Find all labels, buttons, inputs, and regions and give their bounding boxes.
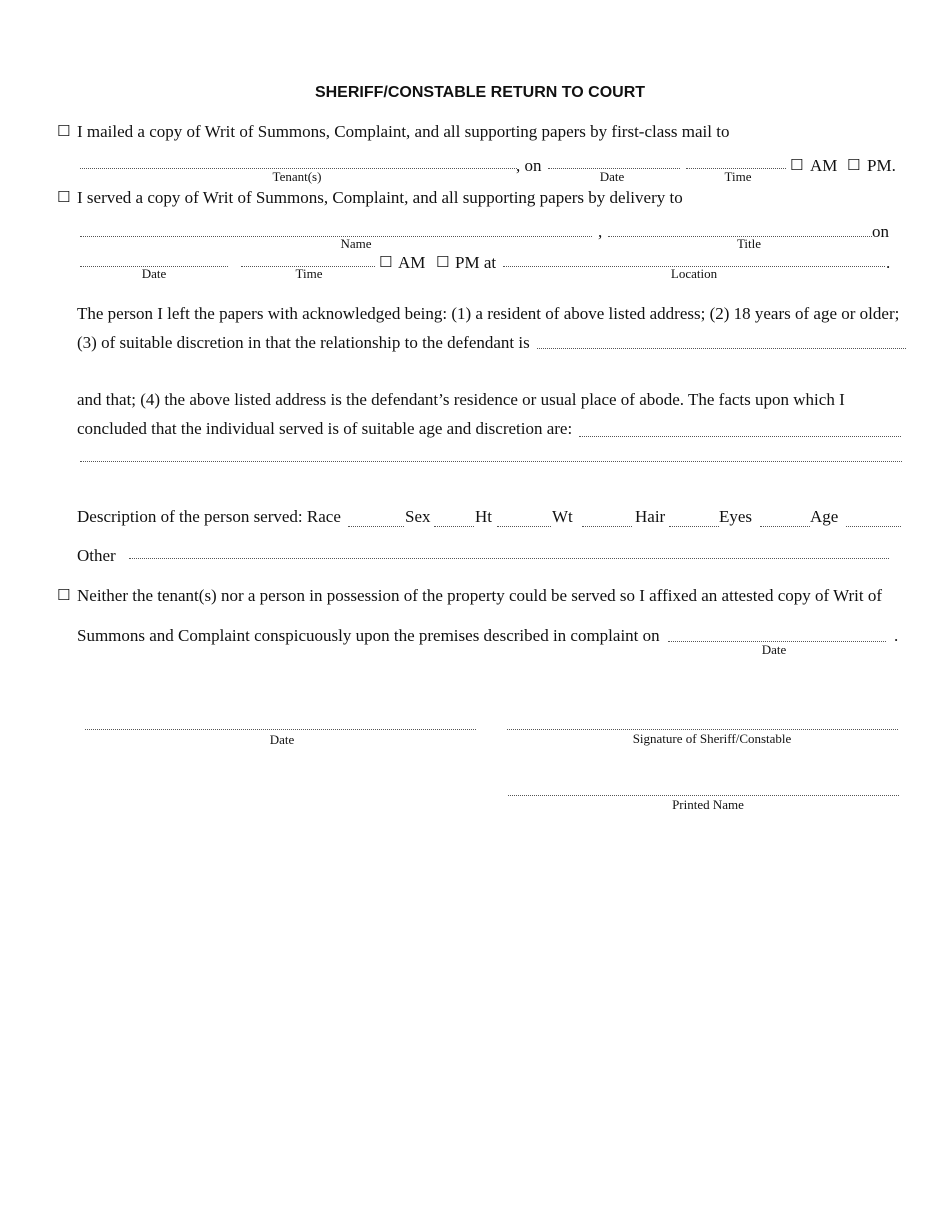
ht-field[interactable] (497, 526, 551, 527)
acknowledged-line-2: (3) of suitable discretion in that the relationship to the defendant is (77, 333, 530, 352)
form-title: SHERIFF/CONSTABLE RETURN TO COURT (314, 84, 646, 101)
mailed-on-text: , on (516, 156, 542, 175)
mailed-am-checkbox[interactable]: ☐ (790, 156, 804, 174)
facts-field-2[interactable] (80, 461, 902, 462)
tenant-label: Tenant(s) (272, 169, 322, 184)
hair-field[interactable] (669, 526, 719, 527)
served-am-checkbox[interactable]: ☐ (379, 253, 393, 271)
served-name-label: Name (340, 236, 372, 251)
printed-name-label: Printed Name (672, 797, 744, 812)
eyes-label: Eyes (719, 507, 753, 526)
served-checkbox[interactable]: ☐ (57, 188, 71, 206)
served-time-label: Time (295, 266, 323, 281)
age-label: Age (810, 507, 839, 526)
served-statement: I served a copy of Writ of Summons, Complaint, and all supporting papers by delivery to (77, 188, 683, 207)
affixed-line-1: Neither the tenant(s) nor a person in possession of the property could be served so I affixed an attested copy of Writ of (77, 586, 883, 605)
signature-label: Signature of Sheriff/Constable (632, 731, 792, 746)
eyes-field[interactable] (760, 526, 810, 527)
acknowledged-line-1: The person I left the papers with acknowledged being: (1) a resident of above listed address; (2) 18 years of age or older; (77, 304, 900, 323)
ht-label: Ht (475, 507, 492, 526)
facts-line-2: concluded that the individual served is of suitable age and discretion are: (77, 419, 573, 438)
affixed-date-label: Date (761, 642, 787, 657)
signature-date-label: Date (269, 732, 295, 747)
signature-field[interactable] (507, 729, 898, 730)
sex-field[interactable] (434, 526, 474, 527)
sex-label: Sex (405, 507, 431, 526)
facts-field-1[interactable] (579, 436, 901, 437)
served-date-label: Date (141, 266, 167, 281)
mailed-pm-label: PM. (867, 156, 896, 175)
signature-date-field[interactable] (85, 729, 476, 730)
wt-field[interactable] (582, 526, 632, 527)
mailed-checkbox[interactable]: ☐ (57, 122, 71, 140)
printed-name-field[interactable] (508, 795, 899, 796)
hair-label: Hair (635, 507, 666, 526)
other-label: Other (77, 546, 116, 565)
age-field[interactable] (846, 526, 901, 527)
mailed-statement: I mailed a copy of Writ of Summons, Complaint, and all supporting papers by first-class mail to (77, 122, 730, 141)
relationship-field[interactable] (537, 348, 906, 349)
mailed-date-label: Date (599, 169, 625, 184)
mailed-pm-checkbox[interactable]: ☐ (847, 156, 861, 174)
mailed-time-label: Time (724, 169, 752, 184)
served-pm-checkbox[interactable]: ☐ (436, 253, 450, 271)
affixed-checkbox[interactable]: ☐ (57, 586, 71, 604)
served-title-label: Title (736, 236, 762, 251)
affixed-line-2: Summons and Complaint conspicuously upon the premises described in complaint on (77, 626, 660, 645)
served-period: . (886, 253, 891, 272)
served-comma: , (598, 222, 603, 241)
wt-label: Wt (552, 507, 573, 526)
mailed-am-label: AM (810, 156, 838, 175)
served-on-text: on (872, 222, 889, 241)
affixed-period: . (894, 626, 899, 645)
other-field[interactable] (129, 558, 889, 559)
served-pm-at-label: PM at (455, 253, 497, 272)
served-location-label: Location (670, 266, 718, 281)
facts-line-1: and that; (4) the above listed address is the defendant’s residence or usual place of abode. The facts upon which I (77, 390, 845, 409)
description-intro: Description of the person served: Race (77, 507, 341, 526)
served-am-label: AM (398, 253, 426, 272)
race-field[interactable] (348, 526, 404, 527)
